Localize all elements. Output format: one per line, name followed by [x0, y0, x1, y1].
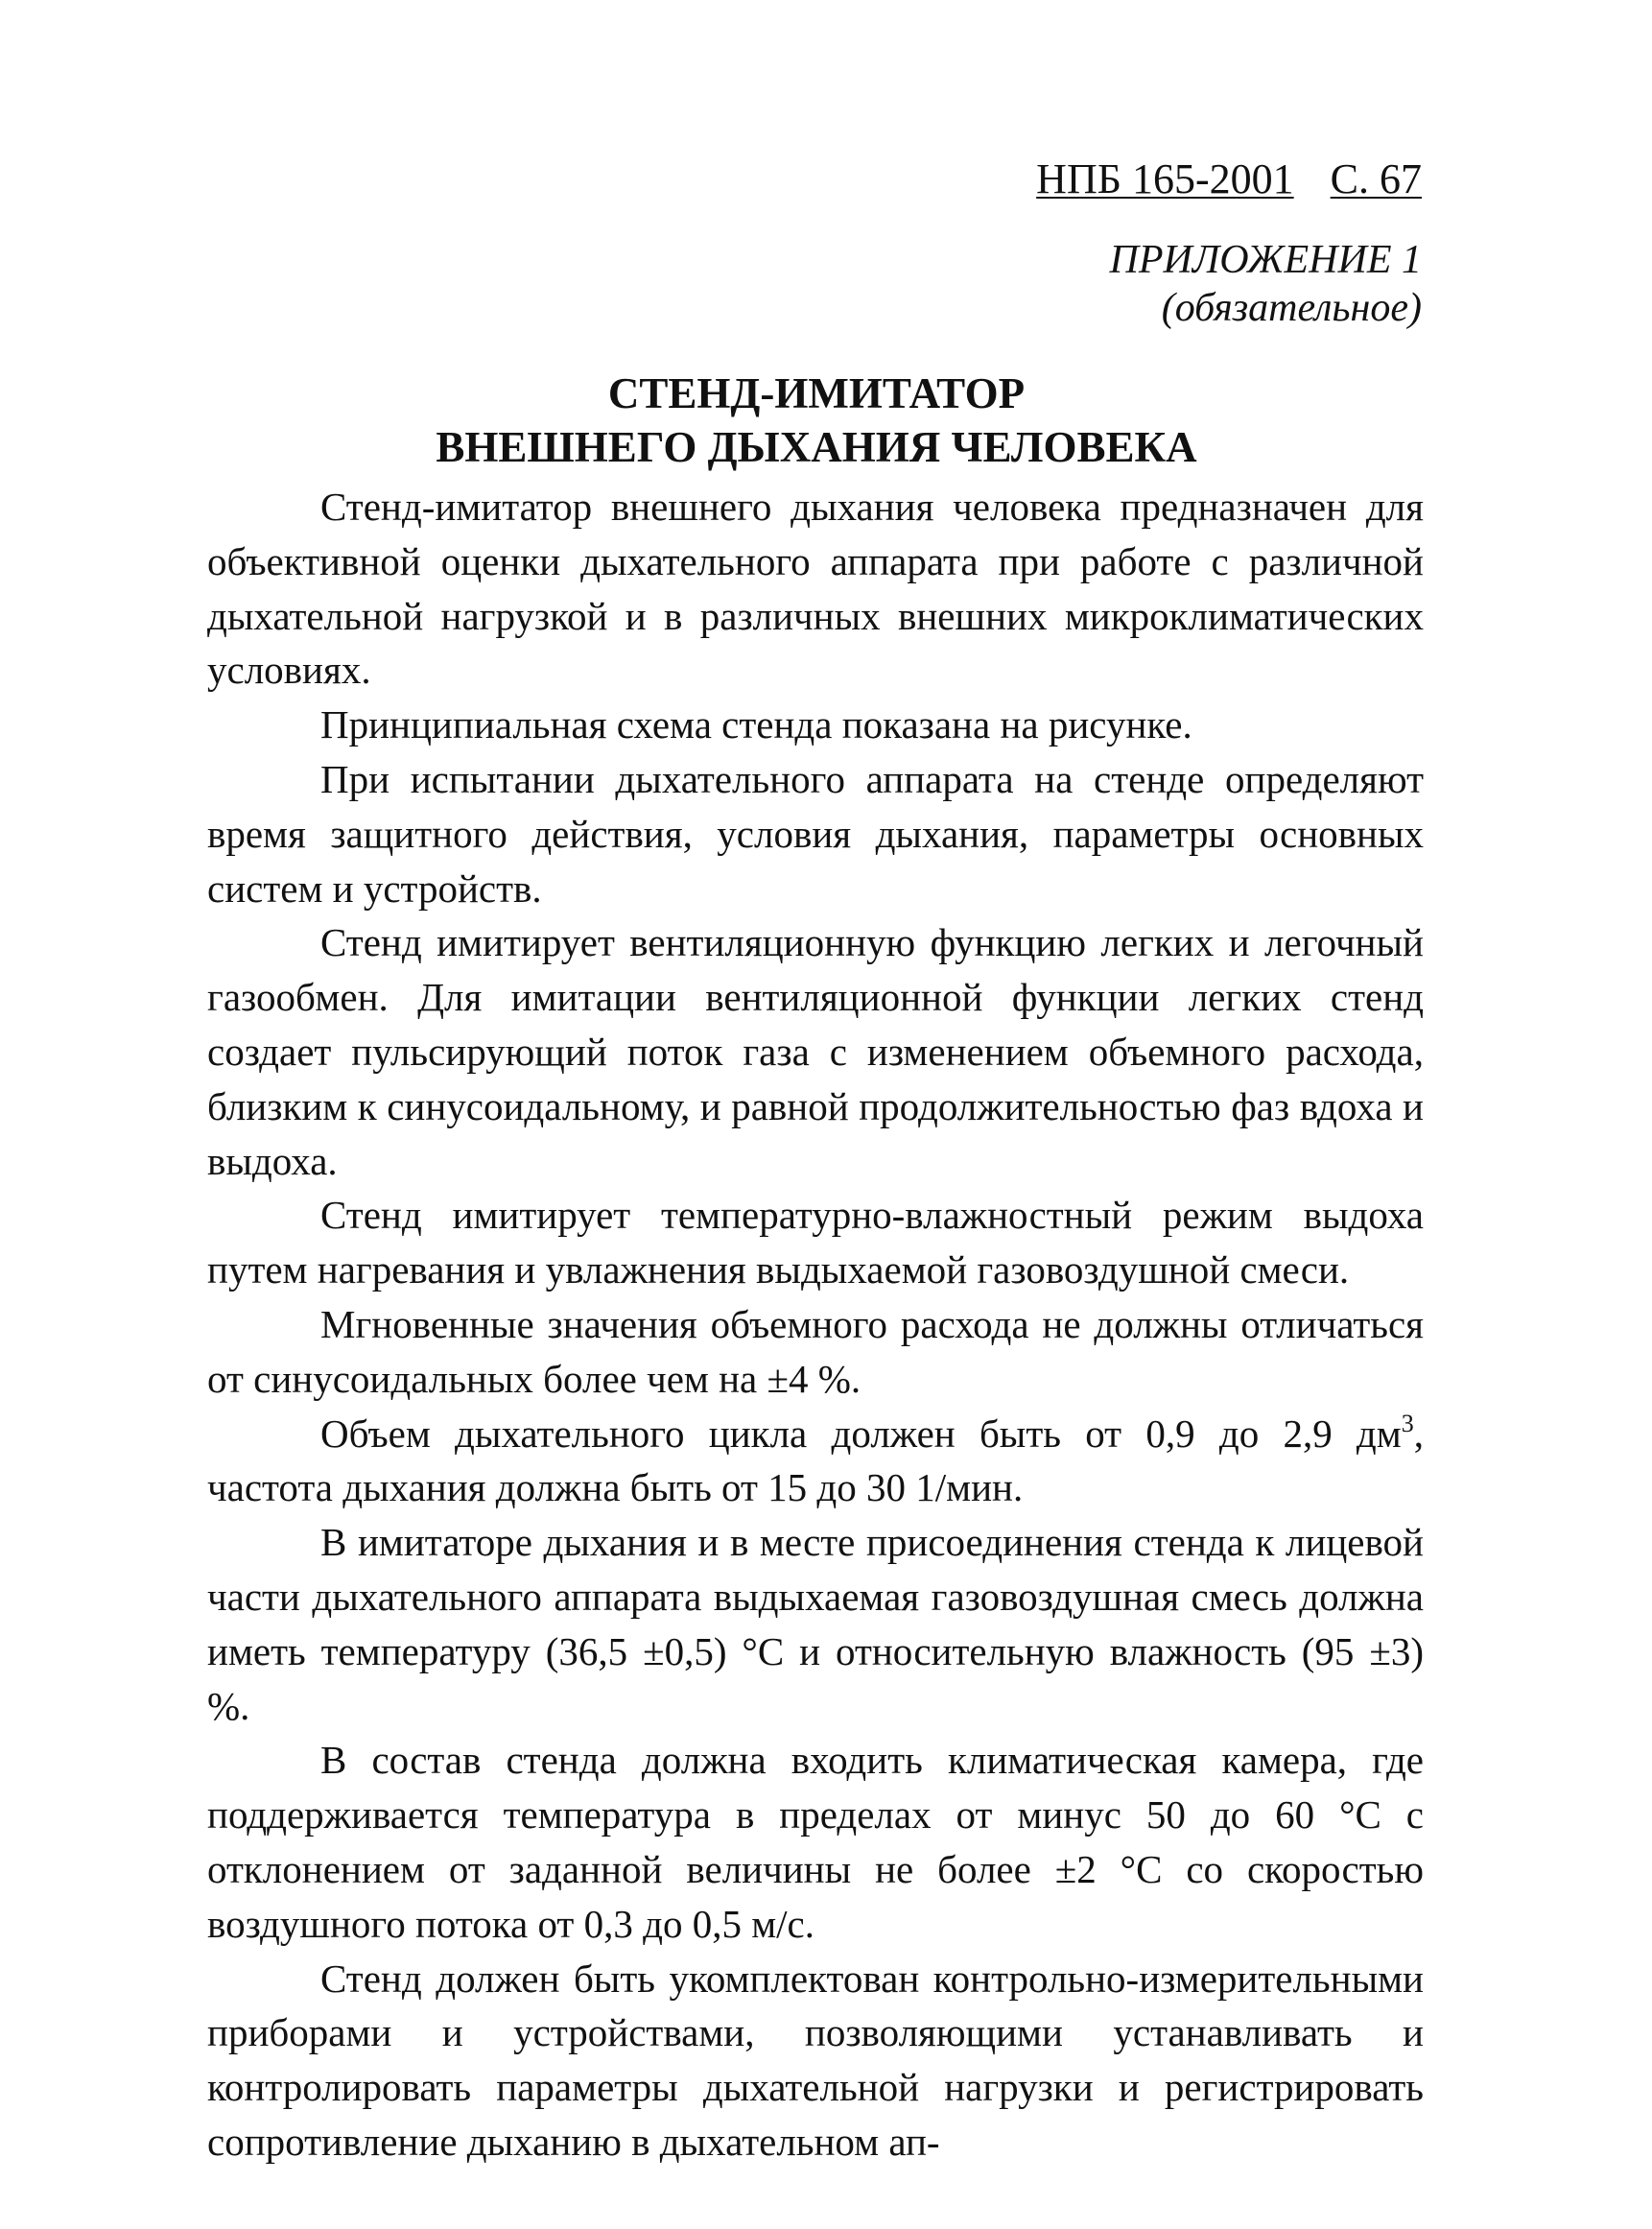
appendix-title: ПРИЛОЖЕНИЕ 1	[1109, 238, 1422, 282]
document-code: НПБ 165-2001	[1036, 155, 1294, 202]
section-title-line-1: СТЕНД-ИМИТАТОР	[607, 369, 1026, 417]
body-text	[207, 480, 1424, 2170]
page-header	[1007, 154, 1422, 205]
section-title	[201, 367, 1431, 474]
paragraph: В состав стенда должна входить климатическая камера, где поддерживается температура в пределах от минус 50 до 60 °С с отклонением от заданной величины не более ±2 °С со скоростью воздушного потока от 0,3 до 0,5 м/с.	[207, 1738, 1424, 1946]
volume-text: Объем дыхательного цикла должен быть от 0,9 до 2,9 дм	[320, 1411, 1402, 1456]
page-number: С. 67	[1330, 155, 1422, 202]
paragraph-volume	[207, 1407, 1424, 1516]
frequency-text: , частота дыхания должна быть от 15 до 30 1/мин.	[207, 1411, 1424, 1510]
paragraph: Стенд должен быть укомплектован контрольно-измерительными приборами и устройствами, позволяющими устанавливать и контролировать параметры дыхательной нагрузки и регистрировать сопротивление дыханию в дыхательном ап-	[207, 1956, 1424, 2164]
paragraph: Принципиальная схема стенда показана на рисунке.	[320, 702, 1192, 747]
appendix-label	[1110, 236, 1422, 332]
paragraph: Стенд имитирует температурно-влажностный режим выдоха путем нагревания и увлажнения выдыхаемой газовоздушной смеси.	[207, 1193, 1424, 1292]
cubic-superscript: 3	[1401, 1409, 1414, 1437]
paragraph: Стенд-имитатор внешнего дыхания человека предназначен для объективной оценки дыхательного аппарата при работе с различной дыхательной нагрузкой и в различных внешних микроклиматических условиях.	[207, 485, 1424, 693]
paragraph: Мгновенные значения объемного расхода не должны отличаться от синусоидальных более чем на ±4 %.	[207, 1301, 1424, 1401]
paragraph: Стенд имитирует вентиляционную функцию легких и легочный газообмен. Для имитации вентиляционной функции легких стенд создает пульсирующий поток газа с изменением объемного расхода, близким к синусоидальному, и равной продолжительностью фаз вдоха и выдоха.	[207, 920, 1424, 1183]
section-title-line-2: ВНЕШНЕГО ДЫХАНИЯ ЧЕЛОВЕКА	[436, 423, 1197, 471]
paragraph: При испытании дыхательного аппарата на стенде определяют время защитного действия, условия дыхания, параметры основных систем и устройств.	[207, 756, 1424, 911]
appendix-note: (обязательное)	[1161, 286, 1422, 330]
paragraph: В имитаторе дыхания и в месте присоединения стенда к лицевой части дыхательного аппарата выдыхаемая газовоздушная смесь должна иметь температуру (36,5 ±0,5) °С и относительную влажность (95 ±3) %.	[207, 1520, 1424, 1728]
